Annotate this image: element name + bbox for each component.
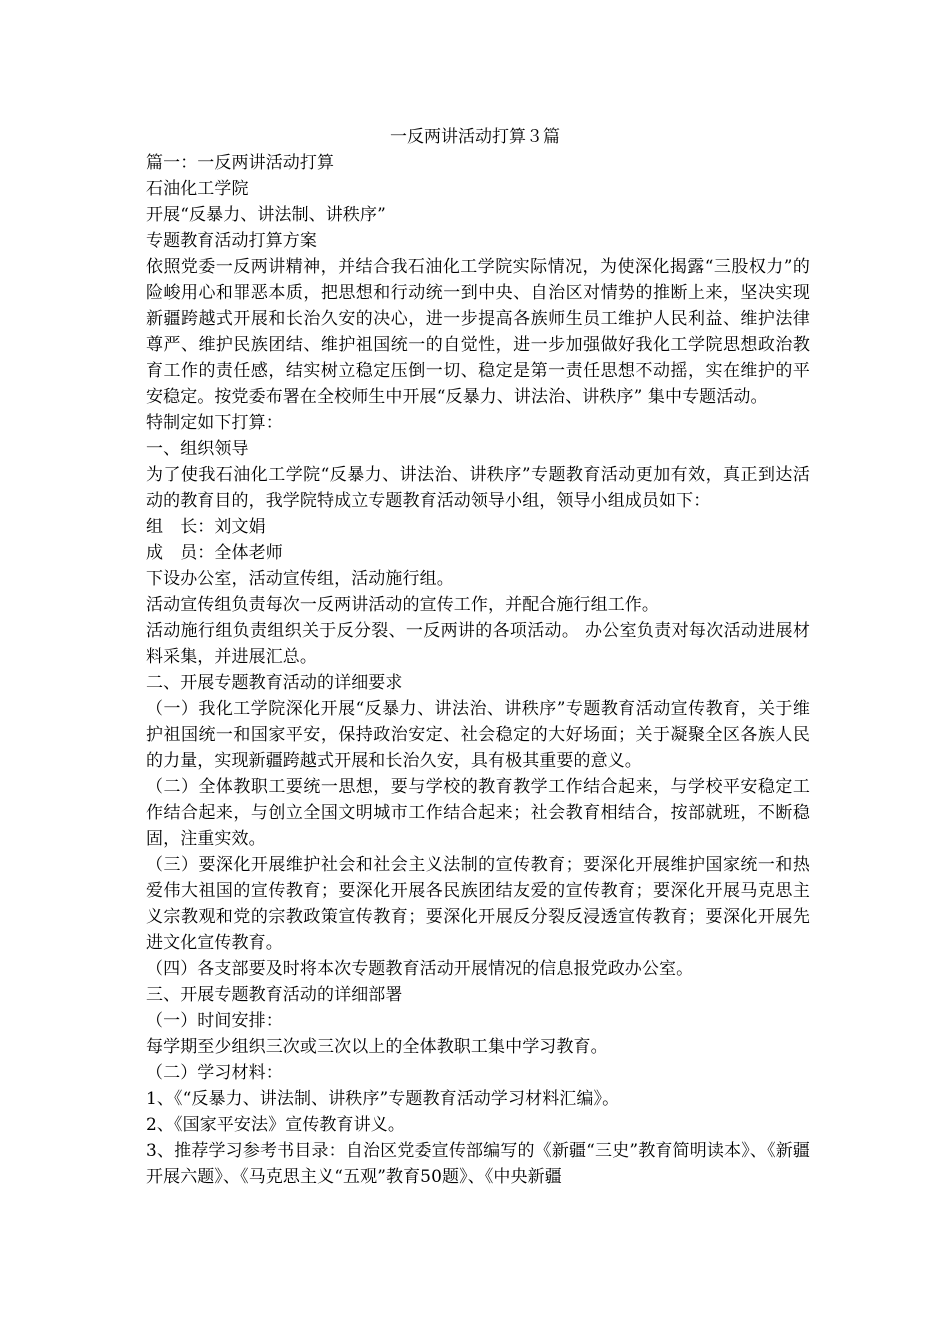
paragraph: 活动宣传组负责每次一反两讲活动的宣传工作，并配合施行组工作。 (146, 595, 659, 615)
list-item: 1、《“反暴力、讲法制、讲秩序”专题教育活动学习材料汇编》。 (146, 1089, 620, 1109)
paragraph: 为了使我石油化工学院“反暴力、讲法治、讲秩序”专题教育活动更加有效，真正到达活动的教育目的，我学院特成立专题教育活动领导小组，领导小组成员如下： (146, 465, 810, 511)
paragraph: 篇一：一反两讲活动打算 (146, 153, 335, 173)
paragraph: （二）全体教职工要统一思想，要与学校的教育教学工作结合起来，与学校平安稳定工作结合起来，与创立全国文明城市工作结合起来；社会教育相结合，按部就班，不断稳固，注重实效。 (146, 777, 810, 849)
section-heading: 二、开展专题教育活动的详细要求 (146, 673, 403, 693)
list-item: 3、推荐学习参考书目录：自治区党委宣传部编写的《新疆“三史”教育简明读本》、《新疆开展六题》、《马克思主义“五观”教育50题》、《中央新疆 (146, 1141, 810, 1187)
paragraph: 组 长：刘文娟 (146, 517, 266, 537)
paragraph: 专题教育活动打算方案 (146, 231, 317, 251)
paragraph: 下设办公室，活动宣传组，活动施行组。 (146, 569, 454, 589)
paragraph: 每学期至少组织三次或三次以上的全体教职工集中学习教育。 (146, 1037, 608, 1057)
list-item: 2、《国家平安法》宣传教育讲义。 (146, 1115, 405, 1135)
paragraph: 成 员：全体老师 (146, 543, 283, 563)
paragraph: （四）各支部要及时将本次专题教育活动开展情况的信息报党政办公室。 (146, 959, 694, 979)
paragraph: 活动施行组负责组织关于反分裂、一反两讲的各项活动。 办公室负责对每次活动进展材料采集，并进展汇总。 (146, 621, 810, 667)
section-heading: 三、开展专题教育活动的详细部署 (146, 985, 403, 1005)
paragraph: 依照党委一反两讲精神，并结合我石油化工学院实际情况，为使深化揭露“三股权力”的险峻用心和罪恶本质，把思想和行动统一到中央、自治区对情势的推断上来，坚决实现新疆跨越式开展和长治久安的决心，进一步提高各族师生员工维护人民利益、维护法律尊严、维护民族团结、维护祖国统一的自觉性，进一步加强做好我化工学院思想政治教育工作的责任感，结实树立稳定压倒一切、稳定是第一责任思想不动摇，实在维护的平安稳定。按党委布署在全校师生中开展“反暴力、讲法治、讲秩序” 集中专题活动。 (146, 257, 810, 407)
section-heading: 一、组织领导 (146, 439, 249, 459)
paragraph: （三）要深化开展维护社会和社会主义法制的宣传教育；要深化开展维护国家统一和热爱伟大祖国的宣传教育；要深化开展各民族团结友爱的宣传教育；要深化开展马克思主义宗教观和党的宗教政策宣传教育；要深化开展反分裂反浸透宣传教育；要深化开展先进文化宣传教育。 (146, 855, 810, 953)
paragraph: 特制定如下打算： (146, 413, 283, 433)
document-title: 一反两讲活动打算３篇 (390, 127, 560, 147)
paragraph: （一）我化工学院深化开展“反暴力、讲法治、讲秩序”专题教育活动宣传教育，关于维护祖国统一和国家平安，保持政治安定、社会稳定的大好场面；关于凝聚全区各族人民的力量，实现新疆跨越式开展和长治久安，具有极其重要的意义。 (146, 699, 810, 771)
paragraph: 石油化工学院 (146, 179, 249, 199)
paragraph: （一）时间安排： (146, 1011, 283, 1031)
document-body (146, 150, 810, 1190)
paragraph: （二）学习材料： (146, 1063, 283, 1083)
paragraph: 开展“反暴力、讲法制、讲秩序” (146, 205, 386, 225)
